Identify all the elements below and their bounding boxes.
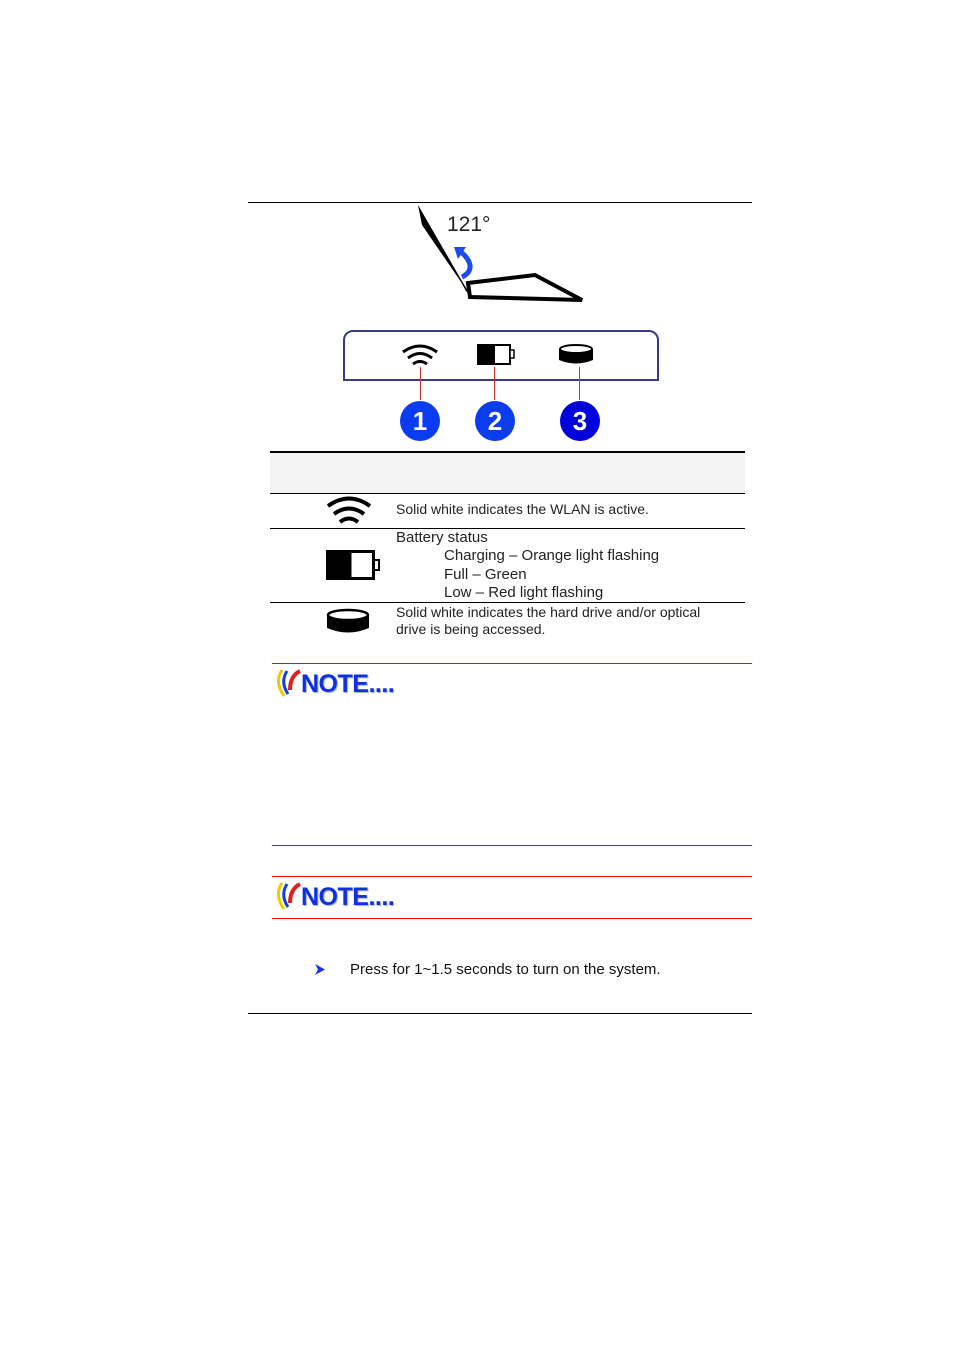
battery-title: Battery status bbox=[396, 529, 488, 546]
note-rule bbox=[272, 918, 752, 919]
callout-badge-3: 3 bbox=[560, 401, 600, 441]
note-logo-icon bbox=[276, 668, 302, 698]
callout-line-1 bbox=[420, 367, 421, 400]
wifi-icon bbox=[401, 343, 439, 367]
table-header bbox=[270, 451, 745, 494]
callout-badge-2: 2 bbox=[475, 401, 515, 441]
note-rule bbox=[272, 876, 752, 877]
row-divider bbox=[270, 528, 745, 529]
note-rule bbox=[272, 845, 752, 846]
wifi-icon bbox=[326, 495, 372, 525]
note-logo-icon bbox=[276, 881, 302, 911]
bullet-text: Press for 1~1.5 seconds to turn on the system. bbox=[350, 961, 661, 978]
drive-description-line1: Solid white indicates the hard drive and/or optical bbox=[396, 604, 701, 620]
drive-icon bbox=[558, 343, 594, 367]
drive-icon bbox=[326, 607, 370, 635]
laptop-open-illustration bbox=[410, 203, 590, 303]
battery-icon bbox=[477, 344, 517, 366]
callout-line-3 bbox=[579, 367, 580, 400]
callout-line-2 bbox=[494, 367, 495, 400]
note-label: NOTE.... bbox=[301, 883, 395, 911]
note-label: NOTE.... bbox=[301, 670, 395, 698]
callout-badge-1: 1 bbox=[400, 401, 440, 441]
battery-icon bbox=[326, 550, 382, 582]
battery-charging: Charging – Orange light flashing bbox=[444, 547, 660, 564]
bullet-arrow-icon bbox=[314, 963, 326, 976]
battery-low: Low – Red light flashing bbox=[444, 584, 604, 601]
battery-full: Full – Green bbox=[444, 566, 527, 583]
bottom-rule bbox=[248, 1013, 752, 1014]
note-rule bbox=[272, 663, 752, 664]
row-divider bbox=[270, 602, 745, 603]
angle-label: 121° bbox=[447, 213, 491, 236]
drive-description-line2: drive is being accessed. bbox=[396, 621, 546, 637]
open-arrow-icon bbox=[460, 251, 470, 277]
wlan-description: Solid white indicates the WLAN is active. bbox=[396, 501, 649, 517]
